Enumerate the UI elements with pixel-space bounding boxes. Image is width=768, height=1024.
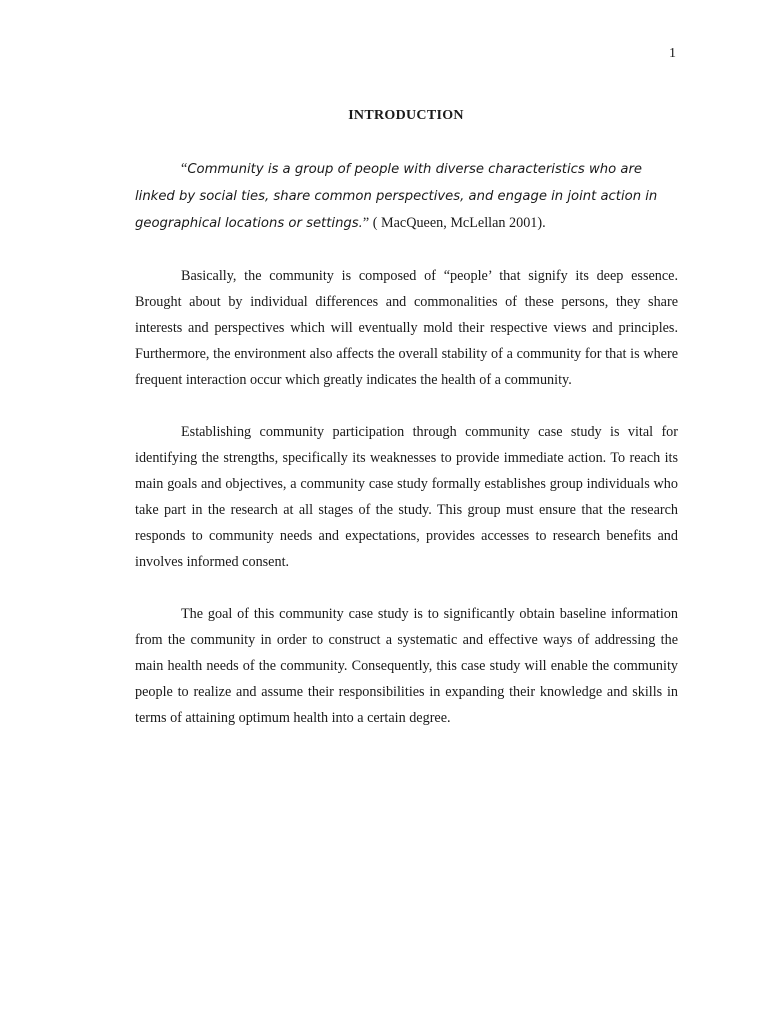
quote-text: Community is a group of people with diverse characteristics who are linked by social ties, share common perspectives, and engage in joint action in geographical locations or settings. bbox=[135, 162, 658, 231]
document-body bbox=[135, 156, 678, 757]
paragraph-community-participation: Establishing community participation through community case study is vital for identifying the strengths, specifically its weaknesses to provide immediate action. To reach its main goals and objectives, a community case study formally establishes group individuals who take part in the research at all stages of the study. This group must ensure that the research responds to community needs and expectations, provides accesses to research benefits and involves informed consent. bbox=[135, 424, 678, 570]
paragraph-study-goal: The goal of this community case study is to significantly obtain baseline information from the community in order to construct a systematic and effective ways of addressing the main health needs of the community. Consequently, this case study will enable the community people to realize and assume their responsibilities in expanding their knowledge and skills in terms of attaining optimum health into a certain degree. bbox=[135, 606, 678, 726]
section-heading: INTRODUCTION bbox=[348, 108, 464, 123]
paragraph-community-composition: Basically, the community is composed of “people’ that signify its deep essence. Brought about by individual differences and commonalities of these persons, they share interests and perspectives which will eventually mold their respective views and principles. Furthermore, the environment also affects the overall stability of a community for that is where frequent interaction occur which greatly indicates the health of a community. bbox=[135, 268, 678, 388]
quote-citation: ( MacQueen, McLellan 2001). bbox=[372, 215, 546, 231]
quote-paragraph bbox=[135, 156, 678, 237]
page-number: 1 bbox=[669, 46, 676, 61]
quote-close-mark: ” bbox=[362, 215, 370, 231]
quote-open-mark: “ bbox=[181, 161, 188, 177]
